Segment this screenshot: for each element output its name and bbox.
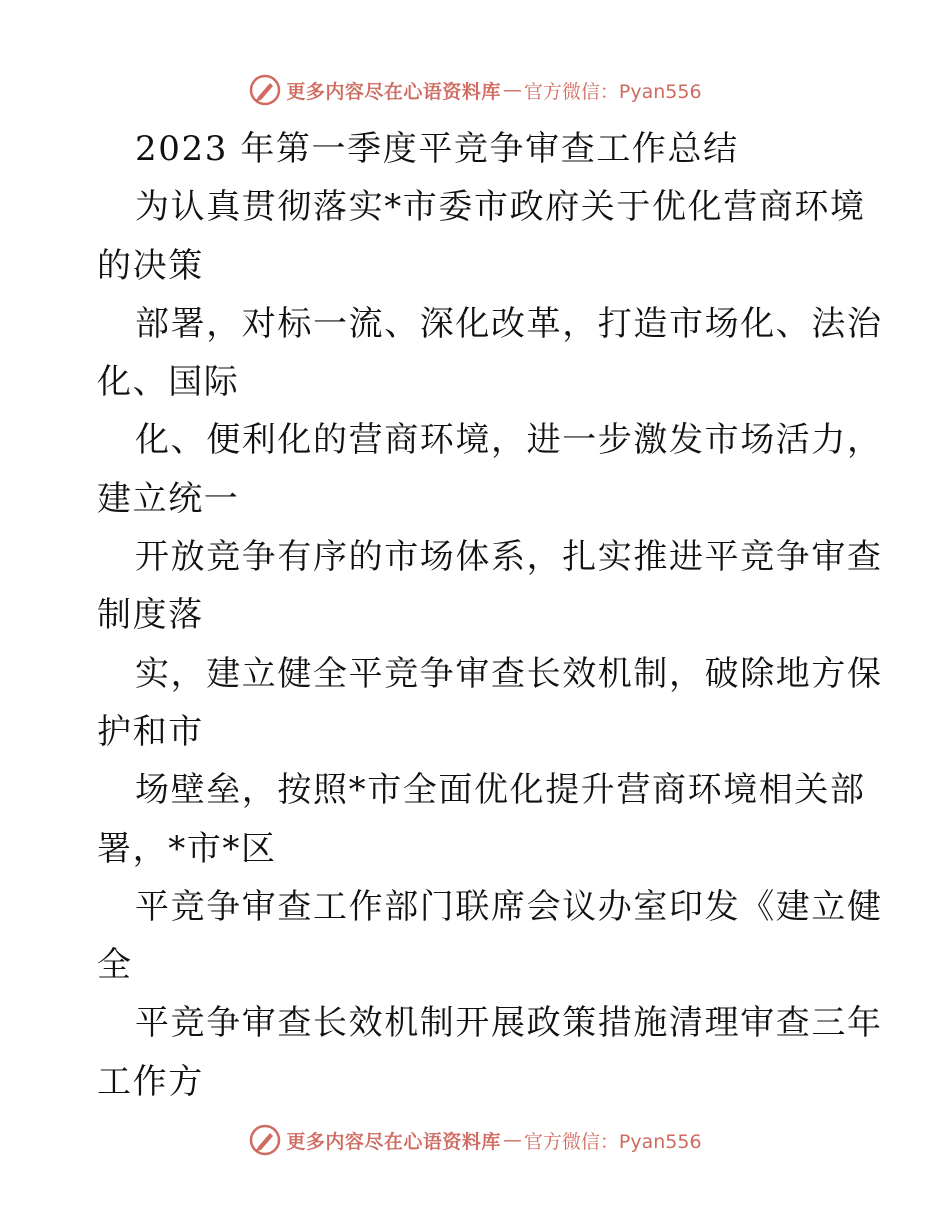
pen-logo-icon: [248, 73, 282, 107]
watermark-separator: —: [502, 79, 522, 101]
text-line: 为认真贯彻落实*市委市政府关于优化营商环境: [135, 187, 866, 228]
text-line: 平竞争审查工作部门联席会议办室印发《建立健: [135, 886, 883, 927]
document-body: [97, 120, 883, 1111]
pen-logo-icon: [248, 1123, 282, 1157]
watermark-brand-text: 更多内容尽在心语资料库: [286, 80, 501, 103]
text-line: 化、便利化的营商环境，进一步激发市场活力，: [135, 420, 883, 461]
text-line: 署，*市*区: [97, 828, 277, 869]
text-line: 开放竞争有序的市场体系，扎实推进平竞争审查: [135, 537, 883, 578]
text-line: 场壁垒，按照*市全面优化提升营商环境相关部: [135, 770, 866, 811]
watermark-wechat-text: 官方微信：Pyan556: [523, 80, 702, 103]
text-line: 部署，对标一流、深化改革，打造市场化、法治: [135, 303, 883, 344]
watermark-separator: —: [502, 1129, 522, 1151]
watermark-brand-text: 更多内容尽在心语资料库: [286, 1130, 501, 1153]
document-title: 2023 年第一季度平竞争审查工作总结: [135, 129, 739, 169]
watermark-header: [0, 70, 950, 110]
watermark-wechat-text: 官方微信：Pyan556: [523, 1130, 702, 1153]
text-line: 的决策: [97, 245, 204, 286]
text-line: 护和市: [97, 711, 204, 752]
watermark-footer: [0, 1120, 950, 1160]
text-line: 工作方: [97, 1061, 204, 1102]
text-line: 实，建立健全平竞争审查长效机制，破除地方保: [135, 653, 883, 694]
text-line: 建立统一: [97, 478, 240, 519]
text-line: 全: [97, 945, 133, 986]
text-line: 制度落: [97, 595, 204, 636]
text-line: 平竞争审查长效机制开展政策措施清理审查三年: [135, 1003, 883, 1044]
text-line: 化、国际: [97, 362, 240, 403]
